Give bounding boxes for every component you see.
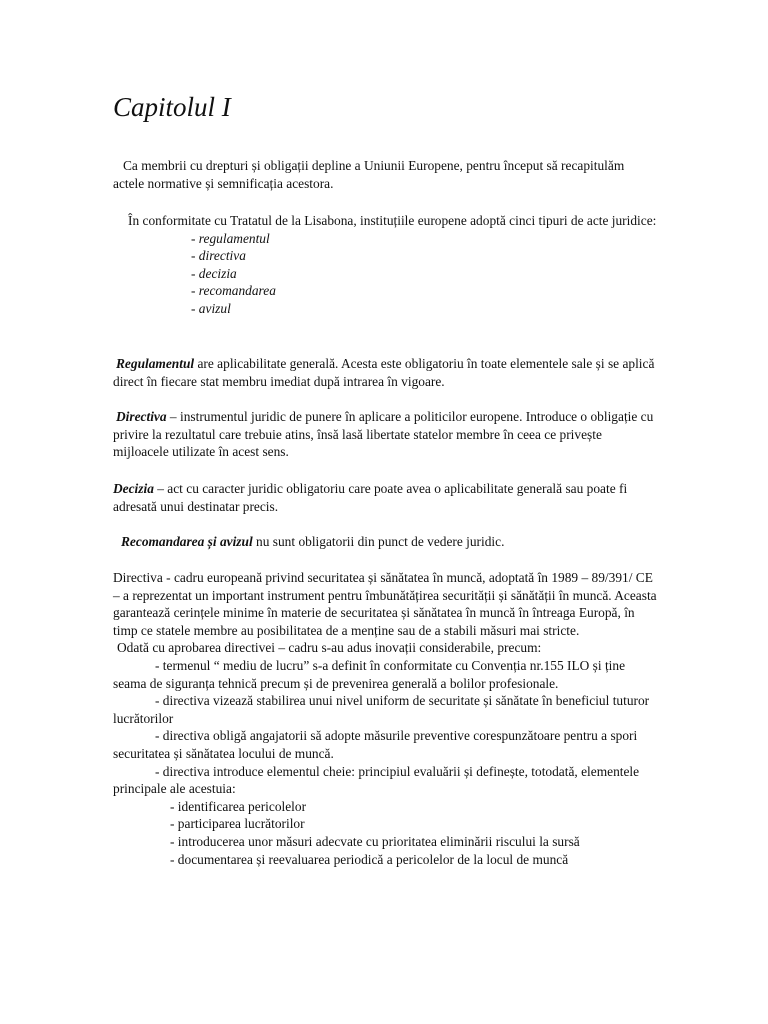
list-item: - directiva vizează stabilirea unui nivel uniform de securitate și sănătate în beneficiul tuturor lucrătorilor (113, 693, 650, 726)
list-item: - directiva (191, 248, 246, 264)
principle-elements-list (113, 798, 658, 868)
recommendation-paragraph (113, 533, 658, 551)
list-item: - regulamentul (191, 230, 270, 246)
list-item: - documentarea și reevaluarea periodică a pericolelor de la locul de muncă (170, 851, 569, 867)
act-types-list (113, 230, 658, 318)
decision-paragraph (113, 480, 658, 515)
innovations-intro: Odată cu aprobarea directivei – cadru s-au adus inovații considerabile, precum: (117, 640, 542, 656)
innovations-list (113, 657, 658, 798)
list-item: - introducerea unor măsuri adecvate cu prioritatea eliminării riscului la sursă (170, 833, 580, 849)
list-item: - recomandarea (191, 283, 276, 299)
directive-paragraph (113, 408, 658, 461)
recommendation-definition (113, 533, 658, 551)
list-item: - identificarea pericolelor (170, 798, 307, 814)
chapter-title: Capitolul I (113, 92, 231, 122)
intro-text: Ca membrii cu drepturi și obligații depline a Uniunii Europene, pentru început să recapitulăm actele normative și semnificația acestora. (113, 158, 625, 191)
recommendation-term: Recomandarea și avizul (121, 534, 253, 549)
regulation-paragraph (113, 355, 658, 390)
list-item: - directiva introduce elementul cheie: principiul evaluării și definește, totodată, elementele principale ale acestuia: (113, 763, 640, 797)
intro-paragraph (113, 157, 658, 192)
decision-term: Decizia (113, 481, 154, 496)
directive-term: Directiva (116, 409, 167, 424)
decision-definition (113, 480, 658, 515)
decision-text: – act cu caracter juridic obligatoriu care poate avea o aplicabilitate generală sau poate fi adresată unui destinatar precis. (113, 481, 628, 514)
list-item: - decizia (191, 265, 237, 281)
framework-section (113, 569, 658, 868)
directive-definition (113, 408, 658, 461)
lisbon-text: În conformitate cu Tratatul de la Lisabona, instituțiile europene adoptă cinci tipuri de acte juridice: (128, 213, 657, 228)
regulation-term: Regulamentul (116, 356, 195, 371)
framework-text: Directiva - cadru europeană privind securitatea și sănătatea în muncă, adoptată în 1989 – 89/391/ CE – a reprezentat un important instrument pentru îmbunătățirea securității și sănătății în muncă. Aceasta garantează cerințele minime în materie de securitatea și sănătatea în muncă în întreaga Europă, în timp ce statele membre au posibilitatea de a menține sau de a stabili măsuri mai stricte. (113, 570, 657, 638)
lisbon-section (113, 212, 658, 318)
list-item: - avizul (191, 300, 231, 316)
directive-text: – instrumentul juridic de punere în aplicare a politicilor europene. Introduce o obligație cu privire la rezultatul care trebuie atins, însă lasă libertate statelor membre în ceea ce privește mijloacele utilizate în acest sens. (113, 409, 654, 460)
list-item: - participarea lucrătorilor (170, 816, 305, 832)
regulation-text: are aplicabilitate generală. Acesta este obligatoriu în toate elementele sale și se aplică direct în fiecare stat membru imediat după intrarea în vigoare. (113, 356, 655, 389)
list-item: - termenul “ mediu de lucru” s-a definit în conformitate cu Convenția nr.155 ILO și ține seama de siguranța tehnică precum și de prevenirea generală a bolilor profesionale. (113, 657, 626, 691)
recommendation-text: nu sunt obligatorii din punct de vedere juridic. (252, 534, 505, 549)
list-item: - directiva obligă angajatorii să adopte măsurile preventive corespunzătoare pentru a spori securitatea și sănătatea locului de muncă. (113, 728, 638, 761)
regulation-definition (113, 355, 658, 390)
